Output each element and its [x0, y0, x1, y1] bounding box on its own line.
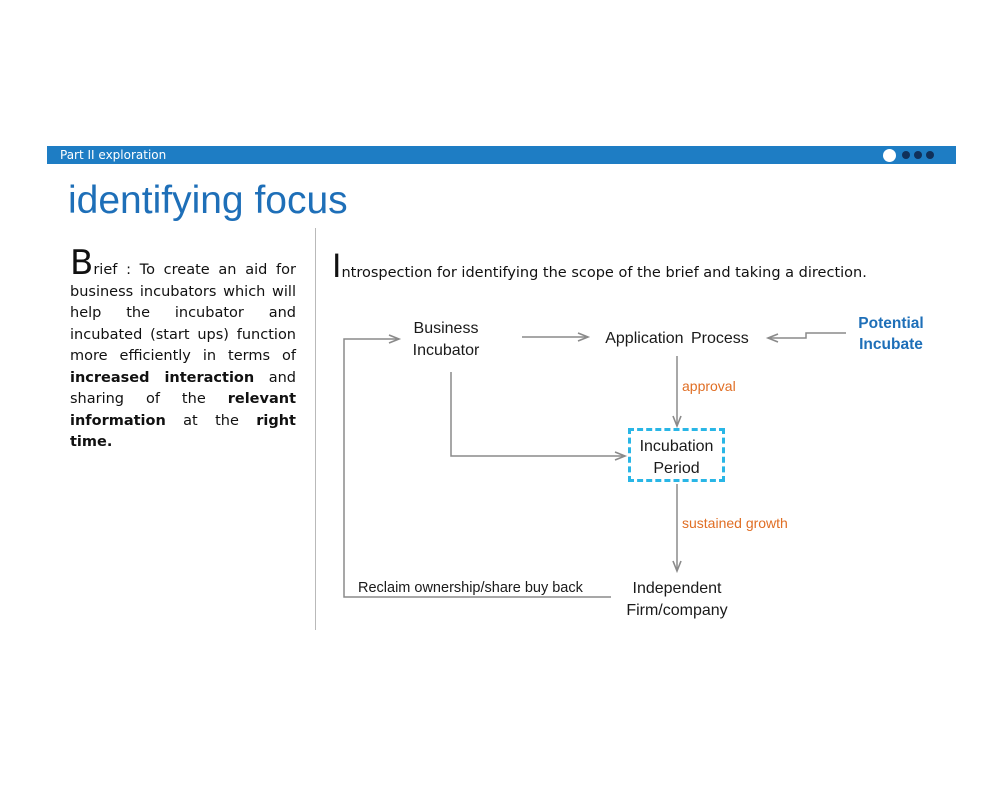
brief-mid-2: at the: [165, 412, 257, 429]
introspection-text: ntrospection for identifying the scope of the brief and taking a direction.: [341, 265, 867, 281]
brief-emphasis-interaction: increased interaction: [70, 369, 255, 386]
node-incubation-period-line1: Incubation: [639, 438, 714, 455]
node-potential-incubate-line1: Potential: [858, 315, 924, 332]
edge-label-approval: approval: [682, 378, 736, 394]
introspection-drop-cap: I: [332, 247, 342, 285]
node-independent-firm: [614, 578, 740, 622]
node-potential-incubate: [846, 313, 936, 355]
node-application-process: Application Process: [605, 330, 749, 347]
node-incubation-period-line2: Period: [653, 460, 700, 477]
brief-emphasis-time: right time.: [70, 412, 296, 450]
brief-lead: rief : To create an aid for business incubators which will help the incubator and incubated (start ups) function more efficiently in terms of: [70, 262, 296, 364]
node-incubation-period: [628, 428, 725, 482]
brief-drop-cap: B: [70, 243, 94, 283]
node-potential-incubate-line2: Incubate: [859, 336, 923, 353]
edge-incubator-to-incubation: [451, 372, 625, 456]
page-title: identifying focus: [68, 179, 348, 222]
node-business-incubator: [400, 318, 492, 362]
brief-mid: and sharing of the: [70, 369, 296, 407]
edge-potential-to-application: [768, 333, 846, 338]
edge-label-reclaim: Reclaim ownership/share buy back: [358, 580, 583, 596]
edge-reclaim-loop: [344, 339, 611, 597]
node-business-incubator-line1: Business: [413, 320, 479, 337]
node-independent-firm-line2: Firm/company: [626, 602, 728, 619]
node-independent-firm-line1: Independent: [632, 580, 722, 597]
section-label: Part II exploration: [60, 148, 167, 162]
node-business-incubator-line2: Incubator: [412, 342, 480, 359]
edge-label-sustained-growth: sustained growth: [682, 515, 788, 531]
brief-emphasis-information: relevant information: [70, 391, 296, 429]
